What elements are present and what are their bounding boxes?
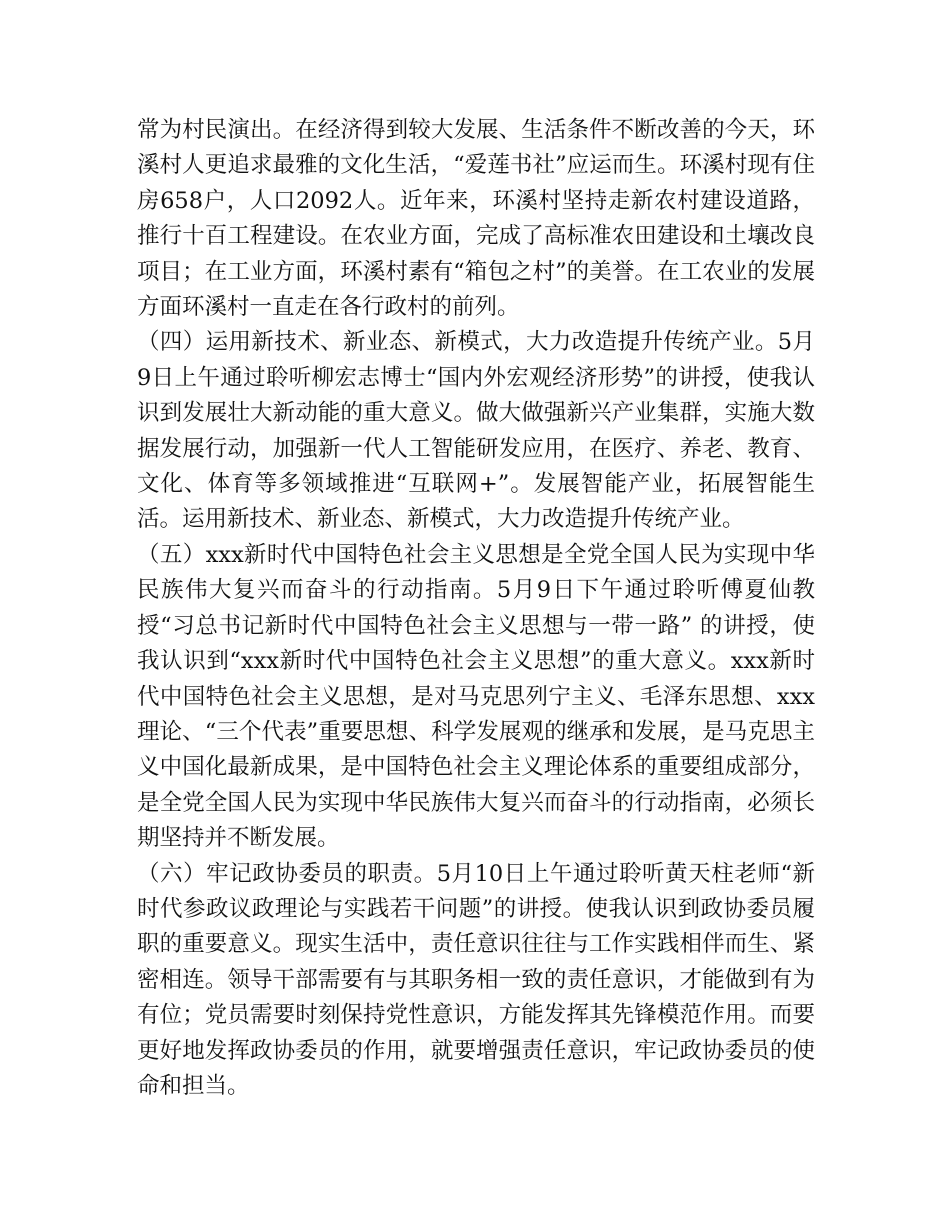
document-body (137, 113, 815, 1104)
paragraph-section-four: （四）运用新技术、新业态、新模式，大力改造提升传统产业。5月9日上午通过聆听柳宏志博士“国内外宏观经济形势”的讲授，使我认识到发展壮大新动能的重大意义。做大做强新兴产业集群，实施大数据发展行动，加强新一代人工智能研发应用，在医疗、养老、教育、文化、体育等多领域推进“互联网+”。发展智能产业，拓展智能生活。运用新技术、新业态、新模式，大力改造提升传统产业。 (137, 329, 815, 533)
paragraph-section-six: （六）牢记政协委员的职责。5月10日上午通过聆听黄天柱老师“新时代参政议政理论与实践若干问题”的讲授。使我认识到政协委员履职的重要意义。现实生活中，责任意识往往与工作实践相伴而生、紧密相连。领导干部需要有与其职务相一致的责任意识，才能做到有为有位；党员需要时刻保持党性意识，方能发挥其先锋模范作用。而要更好地发挥政协委员的作用，就要增强责任意识，牢记政协委员的使命和担当。 (137, 860, 815, 1099)
paragraph-village-overview: 常为村民演出。在经济得到较大发展、生活条件不断改善的今天，环溪村人更追求最雅的文化生活，“爱莲书社”应运而生。环溪村现有住房658户，人口2092人。近年来，环溪村坚持走新农村建设道路，推行十百工程建设。在农业方面，完成了高标准农田建设和土壤改良项目；在工业方面，环溪村素有“箱包之村”的美誉。在工农业的发展方面环溪村一直走在各行政村的前列。 (137, 117, 815, 321)
paragraph-section-five: （五）xxx新时代中国特色社会主义思想是全党全国人民为实现中华民族伟大复兴而奋斗的行动指南。5月9日下午通过聆听傅夏仙教授“习总书记新时代中国特色社会主义思想与一带一路” 的讲授，使我认识到“xxx新时代中国特色社会主义思想”的重大意义。xxx新时代中国特色社会主义思想，是对马克思列宁主义、毛泽东思想、xxx理论、“三个代表”重要思想、科学发展观的继承和发展，是马克思主义中国化最新成果，是中国特色社会主义理论体系的重要组成部分，是全党全国人民为实现中华民族伟大复兴而奋斗的行动指南，必须长期坚持并不断发展。 (137, 541, 815, 852)
